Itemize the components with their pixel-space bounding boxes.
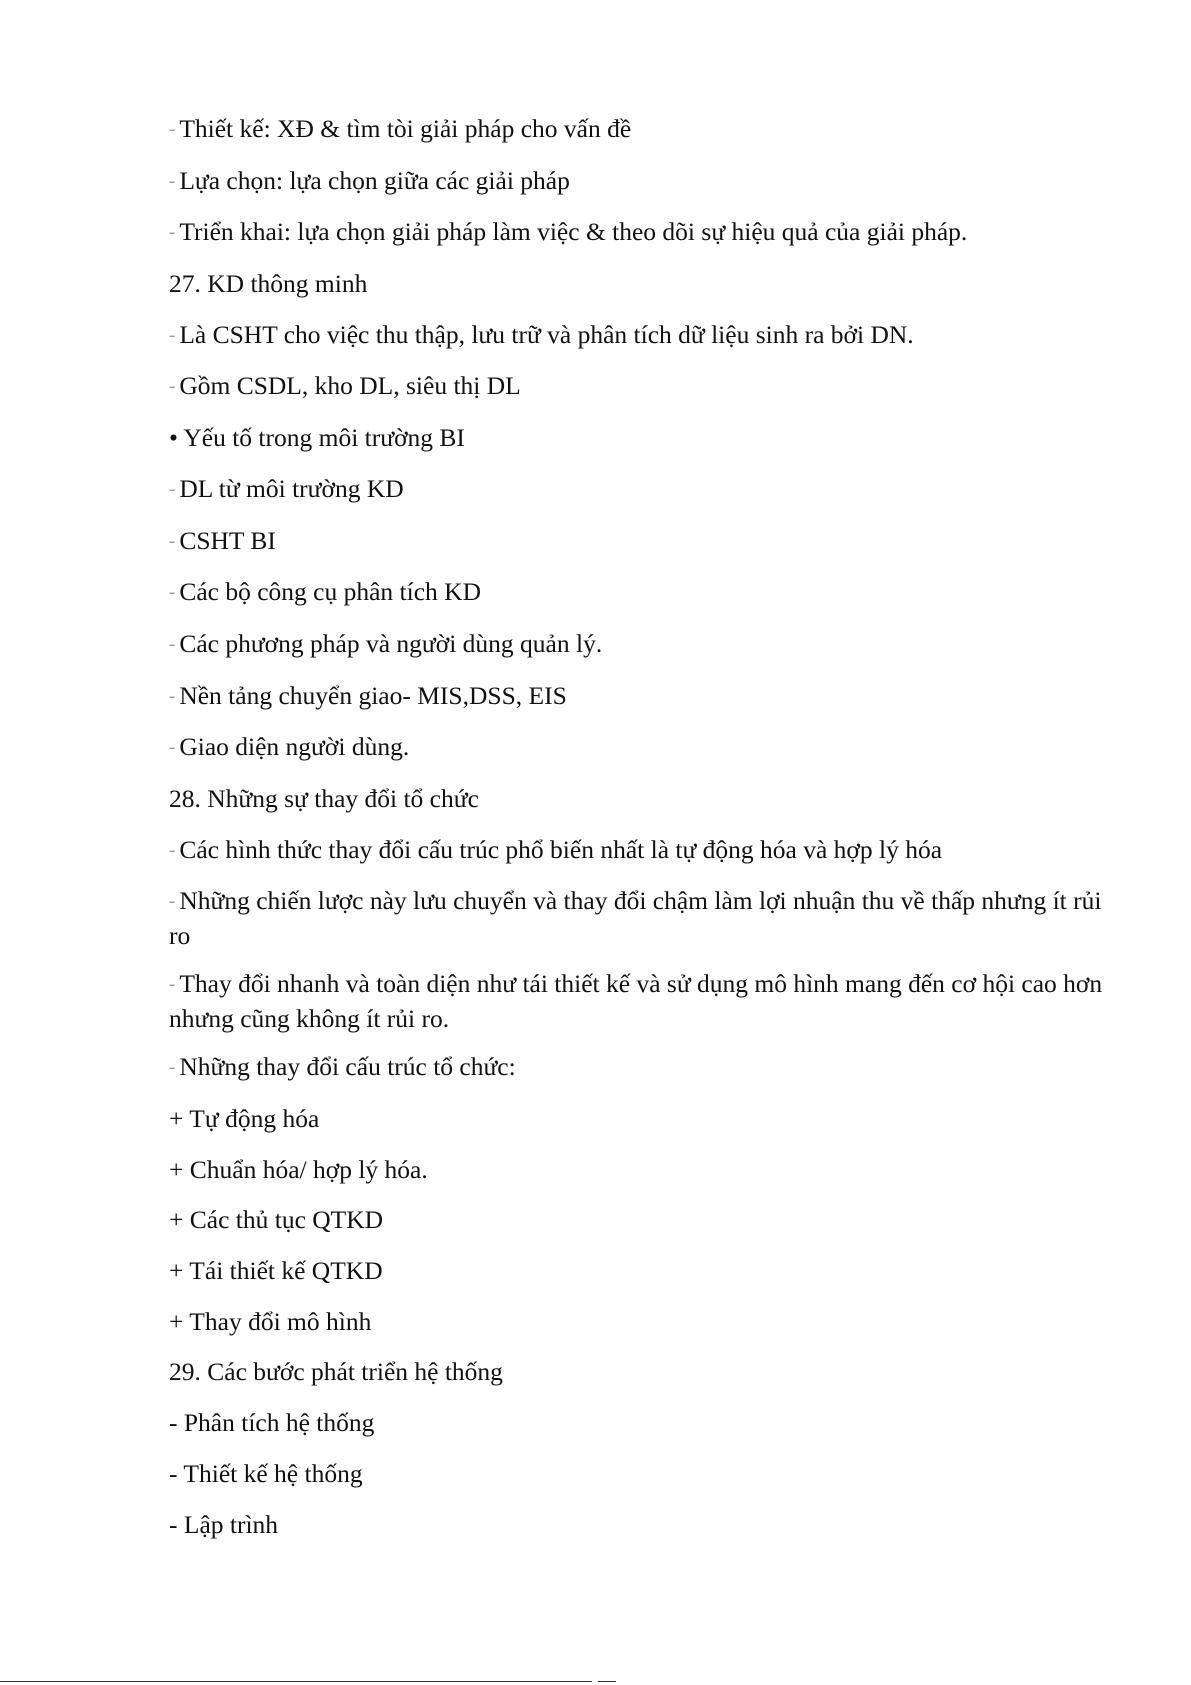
dash-marker: -: [169, 324, 176, 346]
dash-marker: -: [169, 737, 176, 759]
plus-item: + Chuẩn hóa/ hợp lý hóa.: [169, 1154, 428, 1184]
text-line: - Những thay đổi cấu trúc tổ chức:: [169, 1052, 516, 1082]
step-item: - Phân tích hệ thống: [169, 1408, 375, 1438]
plus-item: + Tự động hóa: [169, 1104, 320, 1133]
dash-marker: -: [169, 1057, 176, 1079]
section-heading-28: 28. Những sự thay đổi tổ chức: [169, 783, 479, 813]
plus-item: + Tái thiết kế QTKD: [169, 1256, 383, 1286]
document-page: [169, 112, 1109, 1558]
text-line: - DL từ môi trường KD: [169, 473, 404, 503]
plus-item: + Các thủ tục QTKD: [169, 1205, 384, 1235]
dash-marker: -: [169, 119, 176, 140]
dash-marker: -: [169, 478, 176, 500]
section-heading-29: 29. Các bước phát triển hệ thống: [169, 1357, 503, 1387]
dash-marker: -: [169, 170, 176, 192]
dash-marker: -: [169, 376, 176, 398]
text-line: - Gồm CSDL, kho DL, siêu thị DL: [169, 371, 521, 401]
text-line: - Triển khai: lựa chọn giải pháp làm việc & theo dõi sự hiệu quả của giải pháp.: [169, 217, 968, 247]
dash-marker: -: [169, 530, 176, 552]
bullet-line: • Yếu tố trong môi trường BI: [169, 423, 465, 453]
text-line: - Các hình thức thay đổi cấu trúc phổ biến nhất là tự động hóa và hợp lý hóa: [169, 834, 943, 864]
text-line: - Thiết kế: XĐ & tìm tòi giải pháp cho vấn đề: [169, 114, 632, 143]
plus-item: + Thay đổi mô hình: [169, 1306, 372, 1336]
text-line: - Thay đổi nhanh và toàn diện như tái thiết kế và sử dụng mô hình mang đến cơ hội cao hơn nhưng cũng không ít rủi ro.: [169, 969, 1103, 1034]
dash-marker: -: [169, 839, 176, 861]
dash-marker: -: [169, 633, 176, 655]
footer-divider-end: [598, 1681, 616, 1682]
dash-marker: -: [169, 974, 176, 996]
dash-marker: -: [169, 685, 176, 707]
text-line: - CSHT BI: [169, 525, 276, 555]
dash-marker: -: [169, 222, 176, 244]
dash-marker: -: [169, 891, 176, 913]
text-line: - Các bộ công cụ phân tích KD: [169, 577, 481, 607]
text-line: - Giao diện người dùng.: [169, 732, 410, 762]
text-line: - Các phương pháp và người dùng quản lý.: [169, 628, 603, 658]
text-line: - Là CSHT cho việc thu thập, lưu trữ và phân tích dữ liệu sinh ra bởi DN.: [169, 319, 914, 349]
footer-divider: [0, 1681, 592, 1682]
step-item: - Thiết kế hệ thống: [169, 1458, 363, 1488]
text-line: - Những chiến lược này lưu chuyển và thay đổi chậm làm lợi nhuận thu về thấp nhưng ít rủi ro: [169, 886, 1102, 951]
text-line: - Nền tảng chuyển giao- MIS,DSS, EIS: [169, 680, 567, 710]
step-item: - Lập trình: [169, 1509, 279, 1539]
section-heading-27: 27. KD thông minh: [169, 269, 368, 299]
dash-marker: -: [169, 582, 176, 604]
text-line: - Lựa chọn: lựa chọn giữa các giải pháp: [169, 165, 570, 195]
